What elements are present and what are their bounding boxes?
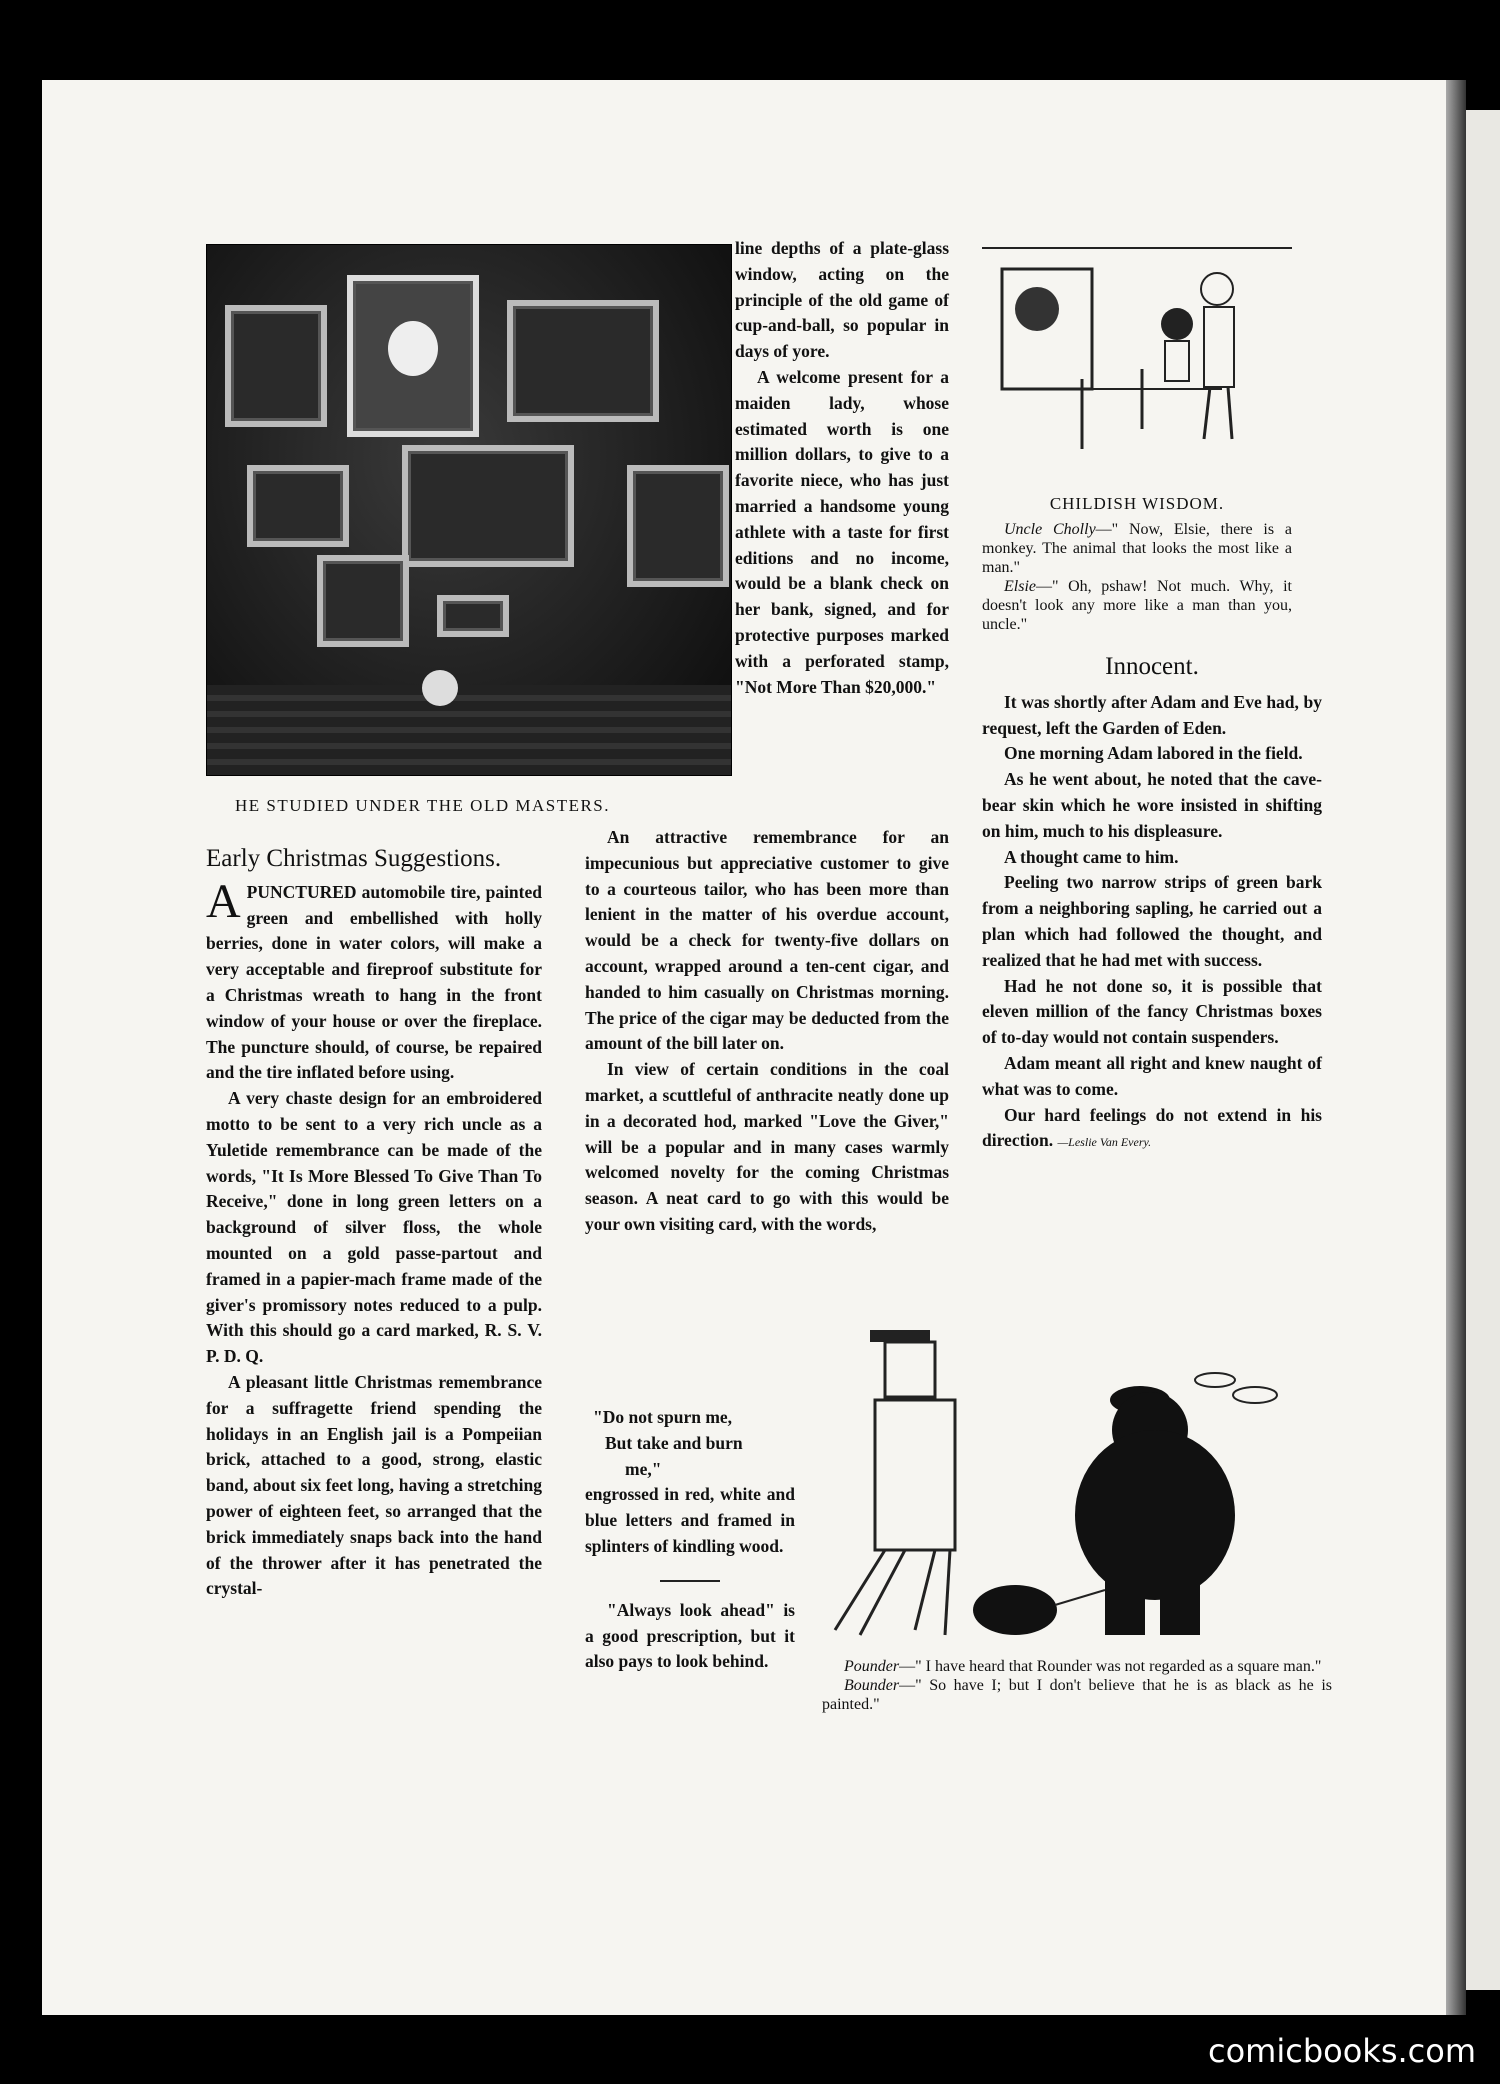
cartoon-drawing <box>982 249 1292 479</box>
article-paragraph: A pleasant little Christmas remembrance for a suffragette friend spending the holidays in an English jail is a Pompeiian brick, attached to a good, strong, elastic band, about six feet long, having a stretching power of eighteen feet, so arranged that the brick immediately snaps back into the hand of the thrower after it has penetrated the crystal- <box>206 1371 542 1599</box>
cartoon1-title: CHILDISH WISDOM. <box>1049 494 1225 513</box>
portrait-figure <box>388 321 438 376</box>
article-paragraph: In view of certain conditions in the coal market, a scuttleful of anthracite neatly done up in a decorated hod, marked "Love the Giver," will be a popular and in many cases warmly welcomed novelty for the coming Christmas season. A neat card to go with this would be your own visiting card, with the words, <box>585 1059 949 1234</box>
verse-line: me," <box>625 1458 662 1479</box>
innocent-column <box>982 654 1322 1156</box>
watermark: comicbooks.com <box>1207 2032 1476 2070</box>
article-column-2-top <box>735 236 949 700</box>
article-column-2-bottom <box>585 1405 795 1675</box>
painting-frame <box>627 465 729 587</box>
verse-line: "Do not spurn me, <box>593 1407 733 1427</box>
innocent-heading: Innocent. <box>1105 653 1199 680</box>
cartoon-drawing <box>815 1320 1335 1650</box>
article-heading: Early Christmas Suggestions. <box>206 845 502 872</box>
article-paragraph: APUNCTURED automobile tire, painted green and embellished with holly berries, done in water colors, will make a very acceptable and fireproof substitute for a Christmas wreath to hang in the front window of your house or over the fireplace. The puncture should, of course, be repaired and the tire inflated before using. <box>206 874 542 1083</box>
photo-caption: HE STUDIED UNDER THE OLD MASTERS. <box>235 796 611 815</box>
cartoon-rounder-bounder <box>815 1320 1335 1650</box>
cartoon1-dialogue <box>982 520 1292 634</box>
article-paragraph: A welcome present for a maiden lady, whose estimated worth is one million dollars, to give to a favorite niece, who has just married a handsome young athlete with a taste for first editions and no income, would be a blank check on her bank, signed, and for protective purposes marked with a perforated stamp, "Not More Than $20,000." <box>735 366 949 697</box>
article-column-2 <box>585 825 949 1238</box>
filler-paragraph: "Always look ahead" is a good prescription, but it also pays to look behind. <box>585 1599 795 1672</box>
innocent-paragraph: One morning Adam labored in the field. <box>1004 743 1303 764</box>
verse-line: But take and burn <box>605 1432 743 1453</box>
innocent-paragraph: Our hard feelings do not extend in his direction. —Leslie Van Every. <box>982 1104 1322 1151</box>
child-figure <box>422 670 458 706</box>
drop-cap: A <box>206 874 241 928</box>
innocent-paragraph: Peeling two narrow strips of green bark from a neighboring sapling, he carried out a plan which had followed the thought, and realized that he had met with success. <box>982 872 1322 970</box>
cartoon1-caption <box>982 494 1292 634</box>
article-column-1 <box>206 846 542 1602</box>
painting-frame <box>437 595 509 637</box>
dialogue-line: Elsie—" Oh, pshaw! Not much. Why, it doesn't look any more like a man than you, uncle." <box>982 578 1292 633</box>
painting-frame <box>402 445 574 567</box>
gallery-floor <box>207 685 731 775</box>
dialogue-line: Uncle Cholly—" Now, Elsie, there is a monkey. The animal that looks the most like a man." <box>982 521 1292 576</box>
article-paragraph: An attractive remembrance for an impecunious but appreciative customer to give to a courteous tailor, who has been more than lenient in the matter of his overdue account, would be a check for twenty-five dollars on account, wrapped around a ten-cent cigar, and handed to him casually on Christmas morning. The price of the cigar may be deducted from the amount of the bill later on. <box>585 827 949 1054</box>
facing-page-edge <box>1466 110 1500 1990</box>
article-paragraph: line depths of a plate-glass window, acting on the principle of the old game of cup-and-ball, so popular in days of yore. <box>735 238 949 362</box>
dialogue-line: Pounder—" I have heard that Rounder was not regarded as a square man." <box>844 1658 1322 1675</box>
painting-frame <box>247 465 349 547</box>
article-paragraph: A very chaste design for an embroidered motto to be sent to a very rich uncle as a Yuletide remembrance can be made of the words, "It Is More Blessed To Give Than To Receive," done in long green letters on a background of silver floss, the whole mounted on a gold passe-partout and framed in a papier-mach frame made of the giver's promissory notes reduced to a pulp. With this should go a card marked, R. S. V. P. D. Q. <box>206 1088 542 1367</box>
painting-frame <box>225 305 327 427</box>
article-paragraph: engrossed in red, white and blue letters and framed in splinters of kindling wood. <box>585 1484 795 1556</box>
painting-frame <box>317 555 409 647</box>
innocent-paragraph: As he went about, he noted that the cave-bear skin which he wore insisted in shifting on him, much to his displeasure. <box>982 769 1322 841</box>
cartoon2-caption <box>822 1657 1332 1714</box>
painting-frame <box>347 275 479 437</box>
innocent-paragraph: Had he not done so, it is possible that eleven million of the fancy Christmas boxes of to-day would not contain suspenders. <box>982 975 1322 1048</box>
section-rule <box>660 1580 720 1582</box>
innocent-paragraph: A thought came to him. <box>1004 846 1179 867</box>
gallery-photo <box>206 244 732 776</box>
dialogue-line: Bounder—" So have I; but I don't believe that he is as black as he is painted." <box>822 1677 1332 1713</box>
innocent-paragraph: Adam meant all right and knew naught of what was to come. <box>982 1052 1322 1099</box>
innocent-paragraph: It was shortly after Adam and Eve had, by request, left the Garden of Eden. <box>982 691 1322 738</box>
page-gutter <box>1446 80 1466 2015</box>
author-signature: —Leslie Van Every. <box>1057 1135 1152 1150</box>
cartoon-childish-wisdom <box>982 247 1292 479</box>
painting-frame <box>507 300 659 422</box>
